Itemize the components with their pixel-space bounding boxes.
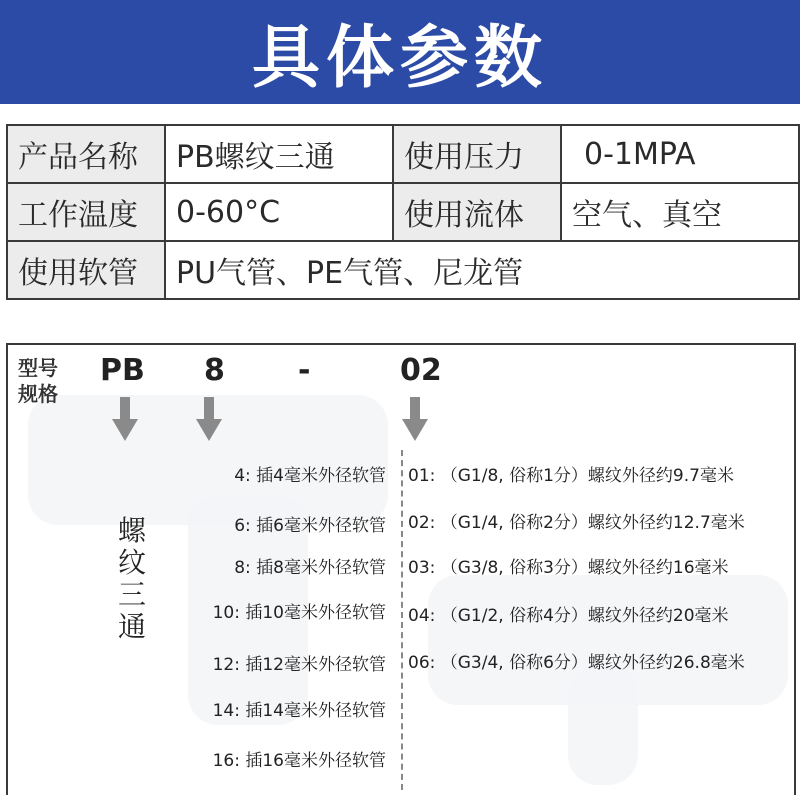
vertical-char: 通 bbox=[117, 610, 146, 643]
spec-label: 工作温度 bbox=[7, 183, 165, 241]
code-tube-size: 8 bbox=[204, 353, 225, 388]
tube-size-item: 12: 插12毫米外径软管 bbox=[212, 655, 386, 675]
model-label-line1: 型号 bbox=[18, 356, 58, 380]
vertical-char: 三 bbox=[117, 578, 146, 611]
thread-size-item: 01: （G1/8, 俗称1分）螺纹外径约9.7毫米 bbox=[408, 466, 734, 486]
dashed-divider bbox=[401, 450, 403, 790]
spec-value: 空气、真空 bbox=[561, 183, 799, 241]
spec-row bbox=[7, 125, 799, 183]
tube-size-item: 4: 插4毫米外径软管 bbox=[234, 466, 386, 486]
vertical-char: 螺 bbox=[117, 514, 146, 547]
model-spec-panel bbox=[6, 343, 796, 795]
tube-size-item: 6: 插6毫米外径软管 bbox=[234, 516, 386, 536]
tube-size-item: 8: 插8毫米外径软管 bbox=[234, 558, 386, 578]
spec-label: 使用压力 bbox=[393, 125, 561, 183]
thread-size-item: 06: （G3/4, 俗称6分）螺纹外径约26.8毫米 bbox=[408, 653, 745, 673]
arrow-down-icon bbox=[402, 397, 428, 441]
arrow-down-icon bbox=[112, 397, 138, 441]
spec-value: 0-60°C bbox=[165, 183, 393, 241]
model-label-line2: 规格 bbox=[18, 382, 58, 406]
tube-size-item: 16: 插16毫米外径软管 bbox=[212, 751, 386, 771]
spec-value: PB螺纹三通 bbox=[165, 125, 393, 183]
tube-size-item: 14: 插14毫米外径软管 bbox=[212, 701, 386, 721]
spec-label: 使用软管 bbox=[7, 241, 165, 299]
code-dash: - bbox=[298, 353, 311, 388]
spec-value: PU气管、PE气管、尼龙管 bbox=[165, 241, 799, 299]
code-series: PB bbox=[100, 353, 145, 388]
spec-table bbox=[6, 124, 800, 300]
arrow-down-icon bbox=[196, 397, 222, 441]
spec-value: 0-1MPA bbox=[561, 125, 799, 183]
header-banner bbox=[0, 0, 800, 104]
spec-row bbox=[7, 241, 799, 299]
model-label bbox=[18, 355, 58, 407]
spec-label: 使用流体 bbox=[393, 183, 561, 241]
vertical-char: 纹 bbox=[117, 546, 146, 579]
spec-row bbox=[7, 183, 799, 241]
thread-size-item: 02: （G1/4, 俗称2分）螺纹外径约12.7毫米 bbox=[408, 513, 745, 533]
thread-size-item: 04: （G1/2, 俗称4分）螺纹外径约20毫米 bbox=[408, 606, 729, 626]
product-photo-right-stem bbox=[568, 665, 638, 785]
code-thread-size: 02 bbox=[400, 353, 442, 388]
product-name-vertical bbox=[112, 515, 152, 643]
tube-size-item: 10: 插10毫米外径软管 bbox=[212, 603, 386, 623]
thread-size-item: 03: （G3/8, 俗称3分）螺纹外径约16毫米 bbox=[408, 558, 729, 578]
page-title: 具体参数 bbox=[251, 18, 548, 98]
spec-label: 产品名称 bbox=[7, 125, 165, 183]
